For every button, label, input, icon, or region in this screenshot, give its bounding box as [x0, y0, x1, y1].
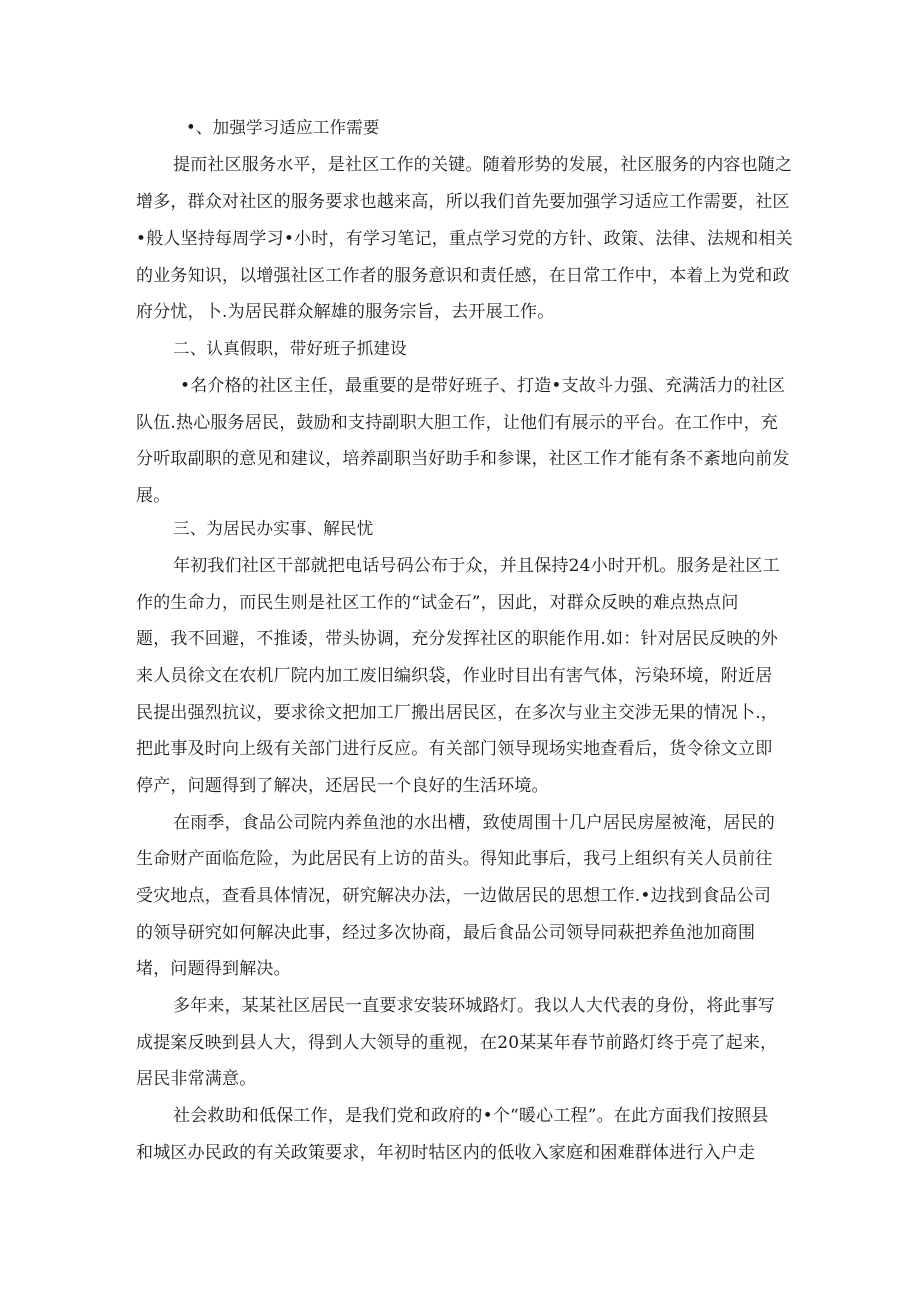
paragraph-line: 的领导研究如何解决此事，经过多次协商，最后食品公司领导同萩把养鱼池加商围	[136, 923, 756, 943]
paragraph-line: 在雨季，食品公司院内养鱼池的水出槽，致使周围十几户居民房屋被淹，居民的	[173, 813, 775, 833]
paragraph-line: 作的生命力，而民生则是社区工作的“试金石”，因此，对群众反映的难点热点问	[136, 593, 739, 613]
paragraph-line: 府分忧，卜.为居民群众解雄的服务宗旨，去开展工作。	[136, 302, 555, 322]
paragraph-line: 分听取副职的意见和建议，培养副职当好助手和参课，社区工作才能有条不紊地向前发	[136, 449, 790, 469]
paragraph-line: 多年来，某某社区居民一直要求安装环城路灯。我以人大代表的身份，将此事写	[173, 996, 775, 1016]
paragraph-line: •般人坚持每周学习•小时，有学习笔记，重点学习党的方针、政策、法律、法规和相关	[136, 229, 793, 249]
paragraph-line: 堵，问题得到解决。	[136, 959, 291, 979]
paragraph-line: 生命财产面临危险，为此居民有上访的苗头。得知此事后，我弓上组织有关人员前往	[136, 849, 773, 869]
paragraph-line: 民提出强烈抗议，要求徐文把加工厂搬出居民区，在多次与业主交涉无果的情况卜.，	[136, 703, 779, 723]
section-1-heading: •、加强学习适应工作需要	[186, 118, 380, 137]
paragraph-line: 队伍.热心服务居民，鼓励和支持副职大胆工作，让他们有展示的平台。在工作中，充	[136, 413, 779, 433]
paragraph-line: 居民非常满意。	[136, 1069, 257, 1089]
paragraph-line: 把此事及时向上级有关部门进行反应。有关部门领导现场实地查看后，货令徐文立即	[136, 739, 773, 759]
paragraph-line: 停产，问题得到了解决，还居民一个良好的生活环境。	[136, 776, 549, 796]
paragraph-line: 年初我们社区干部就把电话号码公布于众，并且保持24小时开机。服务是社区工	[173, 556, 780, 576]
paragraph-line: 展。	[136, 486, 171, 506]
paragraph-line: 受灾地点，查看具体情况，研究解决办法，一边做居民的思想工作.•边找到食品公司	[136, 886, 772, 906]
paragraph-line: 题，我不回避，不推诿，带头协调，充分发挥社区的职能作用.如：针对居民反映的外	[136, 629, 779, 649]
paragraph-line: 提而社区服务水平，是社区工作的关键。随着形势的发展，社区服务的内容也随之	[173, 155, 793, 175]
paragraph-line: 和城区办民政的有关政策要求，年初时牯区内的低收入家庭和困难群体进行入户走	[136, 1143, 756, 1163]
paragraph-line: 来人员徐文在农机厂院内加工废旧编织袋，作业时目出有害气体，污染环境，附近居	[136, 666, 773, 686]
section-3-heading: 三、为居民办实事、解民忧	[173, 519, 374, 538]
paragraph-line: 社会救助和低保工作，是我们党和政府的•个“暖心工程”。在此方面我们按照县	[173, 1106, 769, 1126]
paragraph-line: 的业务知识，以增强社区工作者的服务意识和责任感，在日常工作中，本着上为党和政	[136, 266, 790, 286]
paragraph-line: 增多，群众对社区的服务要求也越来高，所以我们首先要加强学习适应工作需要，社区	[136, 192, 790, 212]
paragraph-line: •名介格的社区主任，最重要的是带好班子、打造•支故斗力强、充满活力的社区	[180, 376, 786, 396]
paragraph-line: 成提案反映到县人大，得到人大领导的重视，在20某某年春节前路灯终于亮了起来，	[136, 1033, 778, 1053]
section-2-heading: 二、认真假职，带好班子抓建设	[173, 339, 407, 358]
